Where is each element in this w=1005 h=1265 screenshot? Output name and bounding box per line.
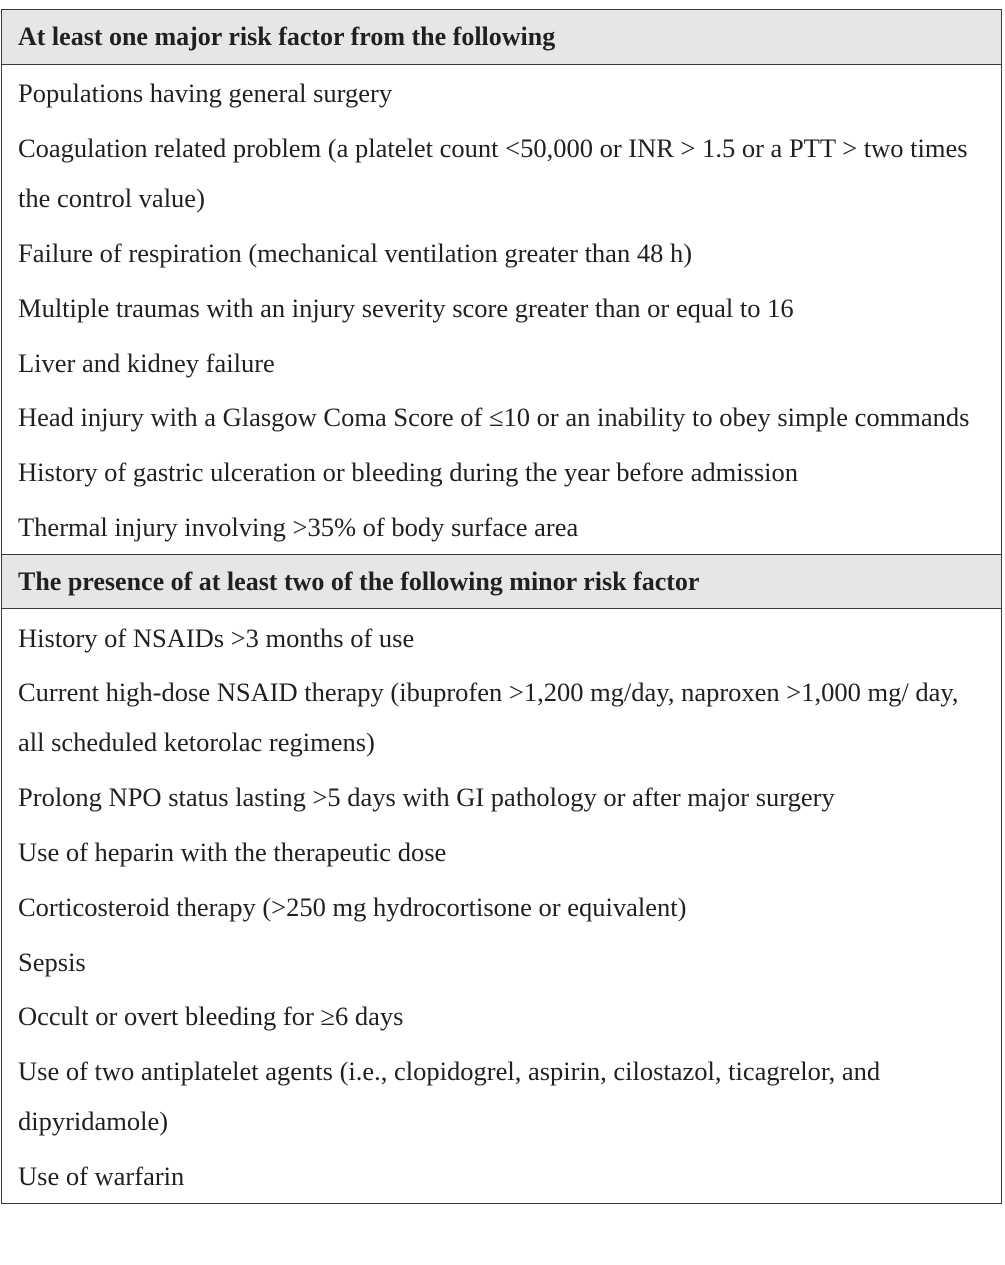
risk-factor-table: [1, 9, 1002, 1204]
table-row: Use of two antiplatelet agents (i.e., clopidogrel, aspirin, cilostazol, ticagrelor, and dipyridamole): [18, 1056, 881, 1137]
table-row: Prolong NPO status lasting >5 days with GI pathology or after major surgery: [18, 782, 835, 813]
table-row: Current high-dose NSAID therapy (ibuprofen >1,200 mg/day, naproxen >1,000 mg/ day, all scheduled ketorolac regimens): [18, 677, 959, 758]
table-row: Corticosteroid therapy (>250 mg hydrocortisone or equivalent): [18, 891, 687, 922]
table-row: History of NSAIDs >3 months of use: [18, 622, 415, 653]
table-row: Sepsis: [18, 946, 86, 977]
major-risk-list: [2, 65, 1001, 554]
table-row: Coagulation related problem (a platelet count <50,000 or INR > 1.5 or a PTT > two times the control value): [18, 133, 968, 214]
minor-risk-header: The presence of at least two of the following minor risk factor: [2, 554, 1001, 609]
table-row: Failure of respiration (mechanical ventilation greater than 48 h): [18, 237, 693, 268]
table-row: Populations having general surgery: [18, 78, 393, 109]
table-row: Liver and kidney failure: [18, 347, 275, 378]
table-row: History of gastric ulceration or bleeding during the year before admission: [18, 457, 799, 488]
table-row: Use of warfarin: [18, 1160, 185, 1191]
minor-risk-section: [2, 554, 1001, 1203]
table-row: Occult or overt bleeding for ≥6 days: [18, 1001, 404, 1032]
major-risk-header: At least one major risk factor from the following: [2, 10, 1001, 65]
major-risk-section: [2, 10, 1001, 554]
table-row: Thermal injury involving >35% of body surface area: [18, 511, 579, 542]
minor-risk-list: [2, 609, 1001, 1203]
table-row: Use of heparin with the therapeutic dose: [18, 836, 447, 867]
table-row: Head injury with a Glasgow Coma Score of ≤10 or an inability to obey simple commands: [18, 402, 970, 433]
table-row: Multiple traumas with an injury severity score greater than or equal to 16: [18, 292, 794, 323]
